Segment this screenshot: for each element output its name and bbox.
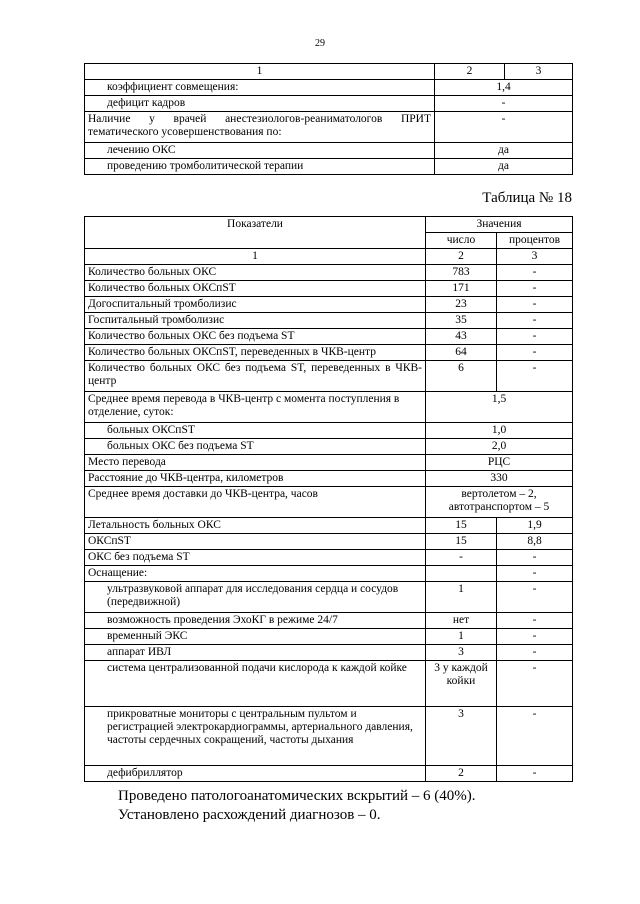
row-number: 64 bbox=[426, 345, 497, 361]
column-number: 3 bbox=[497, 249, 573, 265]
table-row bbox=[85, 629, 573, 645]
row-value: 1,0 bbox=[426, 423, 573, 439]
page-number: 29 bbox=[315, 38, 325, 49]
row-percent: - bbox=[497, 297, 573, 313]
row-number: 35 bbox=[426, 313, 497, 329]
row-label: дефибриллятор bbox=[85, 766, 426, 782]
row-label: система централизованной подачи кислорода к каждой койке bbox=[85, 661, 426, 707]
table-header-row bbox=[85, 217, 573, 233]
header-number: число bbox=[426, 233, 497, 249]
row-number: 15 bbox=[426, 534, 497, 550]
table-row bbox=[85, 80, 573, 96]
row-label: Количество больных ОКС без подъема ST bbox=[85, 329, 426, 345]
row-number: нет bbox=[426, 613, 497, 629]
table-row bbox=[85, 297, 573, 313]
table-row bbox=[85, 613, 573, 629]
row-number: 15 bbox=[426, 518, 497, 534]
header-indicators: Показатели bbox=[85, 217, 426, 249]
row-percent: - bbox=[497, 613, 573, 629]
table-row bbox=[85, 471, 573, 487]
table-row bbox=[85, 249, 573, 265]
row-number: 783 bbox=[426, 265, 497, 281]
row-percent: - bbox=[497, 766, 573, 782]
header-values: Значения bbox=[426, 217, 573, 233]
table-row bbox=[85, 159, 573, 175]
table-row bbox=[85, 313, 573, 329]
row-percent: - bbox=[497, 550, 573, 566]
row-percent: - bbox=[497, 345, 573, 361]
row-label: временный ЭКС bbox=[85, 629, 426, 645]
row-percent: - bbox=[497, 313, 573, 329]
row-percent: - bbox=[497, 629, 573, 645]
row-label: Количество больных ОКСпST, переведенных в ЧКВ-центр bbox=[85, 345, 426, 361]
row-label: Догоспитальный тромболизис bbox=[85, 297, 426, 313]
table-row bbox=[85, 645, 573, 661]
table-row bbox=[85, 96, 573, 112]
row-value: да bbox=[435, 159, 573, 175]
table-row bbox=[85, 345, 573, 361]
table-row bbox=[85, 534, 573, 550]
row-label: Среднее время доставки до ЧКВ-центра, часов bbox=[85, 487, 426, 518]
row-label: ОКС без подъема ST bbox=[85, 550, 426, 566]
row-label: Место перевода bbox=[85, 455, 426, 471]
row-percent: - bbox=[497, 329, 573, 345]
row-label: Оснащение: bbox=[85, 566, 426, 582]
row-value: да bbox=[435, 143, 573, 159]
row-label: прикроватные мониторы с центральным пультом и регистрацией электрокардиограммы, артериального давления, частоты сердечных сокращений, частоты дыхания bbox=[85, 707, 426, 766]
row-label: возможность проведения ЭхоКГ в режиме 24/7 bbox=[85, 613, 426, 629]
row-value: 330 bbox=[426, 471, 573, 487]
row-label: Количество больных ОКС без подъема ST, переведенных в ЧКВ-центр bbox=[85, 361, 426, 392]
row-percent: 1,9 bbox=[497, 518, 573, 534]
table-row bbox=[85, 361, 573, 392]
column-number: 2 bbox=[435, 64, 505, 80]
row-value bbox=[426, 487, 573, 518]
table-row bbox=[85, 661, 573, 707]
row-label: Среднее время перевода в ЧКВ-центр с момента поступления в отделение, суток: bbox=[85, 392, 426, 423]
delivery-helicopter: вертолетом – 2, bbox=[461, 488, 537, 500]
row-number: 171 bbox=[426, 281, 497, 297]
column-number: 1 bbox=[85, 249, 426, 265]
table-row bbox=[85, 392, 573, 423]
row-label: больных ОКС без подъема ST bbox=[85, 439, 426, 455]
header-percent: процентов bbox=[497, 233, 573, 249]
column-number: 1 bbox=[85, 64, 435, 80]
table-row bbox=[85, 329, 573, 345]
table-row bbox=[85, 439, 573, 455]
row-number: 3 bbox=[426, 645, 497, 661]
row-value: 1,5 bbox=[426, 392, 573, 423]
row-value: 2,0 bbox=[426, 439, 573, 455]
row-label: Наличие у врачей анестезиологов-реаниматологов ПРИТ тематического усовершенствования по: bbox=[85, 112, 435, 143]
row-label: ОКСпST bbox=[85, 534, 426, 550]
row-label: больных ОКСпST bbox=[85, 423, 426, 439]
table-row bbox=[85, 550, 573, 566]
row-percent: 8,8 bbox=[497, 534, 573, 550]
row-number bbox=[426, 566, 497, 582]
row-number: - bbox=[426, 550, 497, 566]
row-label: Количество больных ОКСпST bbox=[85, 281, 426, 297]
table-row bbox=[85, 707, 573, 766]
row-label: дефицит кадров bbox=[85, 96, 435, 112]
row-percent: - bbox=[497, 361, 573, 392]
table-row bbox=[85, 143, 573, 159]
row-percent: - bbox=[497, 645, 573, 661]
row-label: Летальность больных ОКС bbox=[85, 518, 426, 534]
row-number: 3 у каждой койки bbox=[426, 661, 497, 707]
table-row bbox=[85, 265, 573, 281]
row-label: Госпитальный тромболизис bbox=[85, 313, 426, 329]
row-percent: - bbox=[497, 265, 573, 281]
table-row bbox=[85, 582, 573, 613]
row-number: 2 bbox=[426, 766, 497, 782]
table-row bbox=[85, 423, 573, 439]
staffing-table bbox=[84, 63, 573, 175]
row-label: проведению тромболитической терапии bbox=[85, 159, 435, 175]
table-row bbox=[85, 64, 573, 80]
table-row bbox=[85, 766, 573, 782]
diagnosis-discrepancy-line: Установлено расхождений диагнозов – 0. bbox=[118, 807, 381, 823]
row-number: 6 bbox=[426, 361, 497, 392]
table-row bbox=[85, 455, 573, 471]
table-row bbox=[85, 112, 573, 143]
table-row bbox=[85, 566, 573, 582]
row-percent: - bbox=[497, 582, 573, 613]
row-percent: - bbox=[497, 661, 573, 707]
table-row bbox=[85, 487, 573, 518]
row-percent: - bbox=[497, 566, 573, 582]
row-percent: - bbox=[497, 707, 573, 766]
row-label: аппарат ИВЛ bbox=[85, 645, 426, 661]
row-number: 1 bbox=[426, 629, 497, 645]
row-value: - bbox=[435, 96, 573, 112]
row-label: коэффициент совмещения: bbox=[85, 80, 435, 96]
row-label: Расстояние до ЧКВ-центра, километров bbox=[85, 471, 426, 487]
row-value: 1,4 bbox=[435, 80, 573, 96]
row-value: - bbox=[435, 112, 573, 143]
row-number: 23 bbox=[426, 297, 497, 313]
column-number: 3 bbox=[505, 64, 573, 80]
row-value: РЦС bbox=[426, 455, 573, 471]
table-row bbox=[85, 281, 573, 297]
row-number: 43 bbox=[426, 329, 497, 345]
column-number: 2 bbox=[426, 249, 497, 265]
indicators-table bbox=[84, 216, 573, 782]
row-number: 1 bbox=[426, 582, 497, 613]
table-row bbox=[85, 518, 573, 534]
row-label: ультразвуковой аппарат для исследования сердца и сосудов (передвижной) bbox=[85, 582, 426, 613]
autopsy-line: Проведено патологоанатомических вскрытий – 6 (40%). bbox=[118, 788, 476, 804]
table-caption: Таблица № 18 bbox=[482, 190, 572, 206]
row-label: Количество больных ОКС bbox=[85, 265, 426, 281]
delivery-auto: автотранспортом – 5 bbox=[448, 501, 550, 513]
row-percent: - bbox=[497, 281, 573, 297]
row-number: 3 bbox=[426, 707, 497, 766]
row-label: лечению ОКС bbox=[85, 143, 435, 159]
